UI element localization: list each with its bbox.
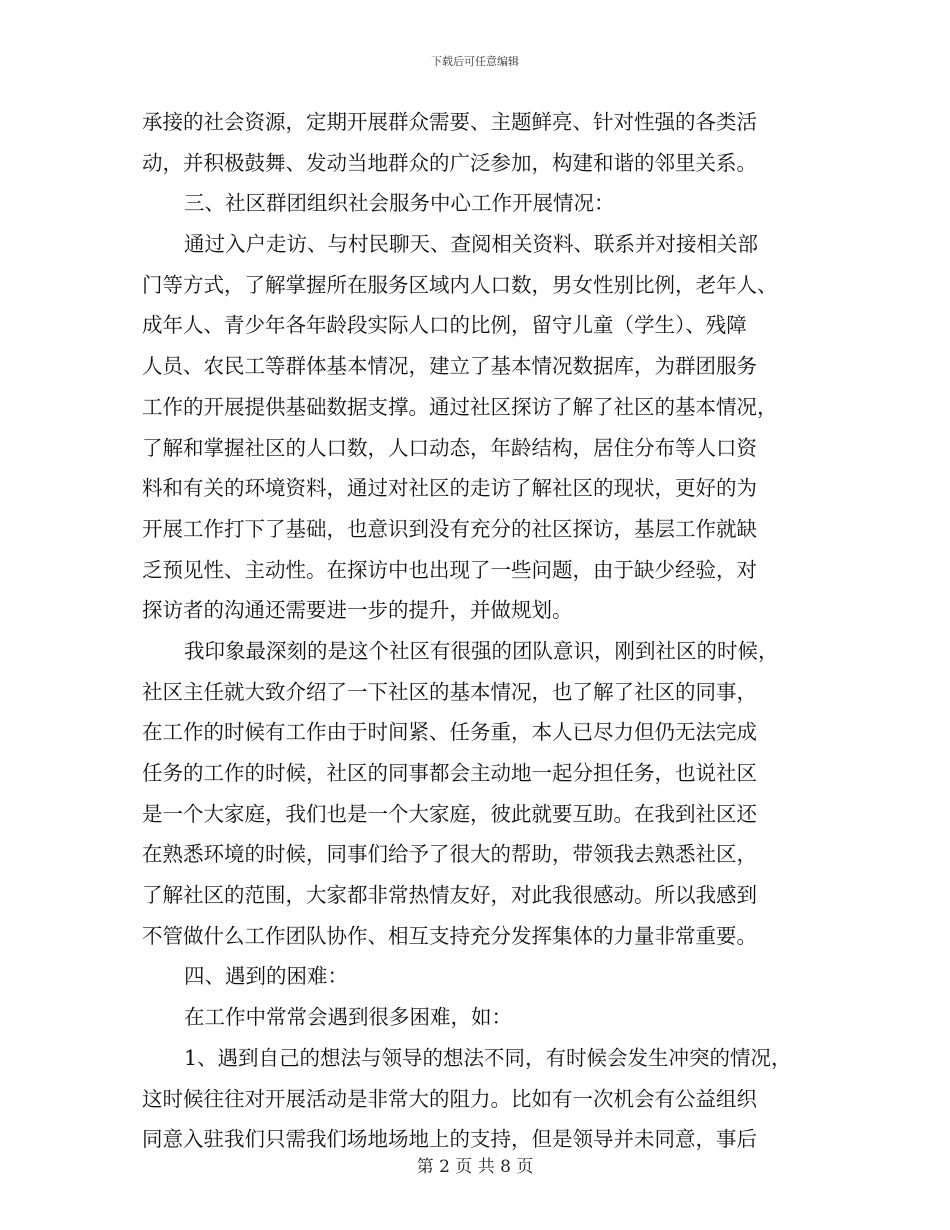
text-line: 乏预见性、主动性。在探访中也出现了一些问题，由于缺少经验，对 — [142, 557, 757, 582]
header-note: 下载后可任意编辑 — [431, 55, 519, 68]
page-number-footer: 第 2 页 共 8 页 — [416, 1157, 534, 1177]
text-line: 人员、农民工等群体基本情况，建立了基本情况数据库，为群团服务 — [142, 354, 757, 379]
text-line: 门等方式，了解掌握所在服务区域内人口数，男女性别比例，老年人、 — [142, 272, 778, 297]
paragraph-start: 通过入户走访、与村民聊天、查阅相关资料、联系并对接相关部 — [184, 232, 758, 257]
text-line: 了解和掌握社区的人口数，人口动态，年龄结构，居住分布等人口资 — [142, 435, 757, 460]
text-line: 同意入驻我们只需我们场地场地上的支持，但是领导并未同意，事后 — [142, 1127, 757, 1152]
document-body — [142, 102, 810, 1160]
paragraph-start: 1、遇到自己的想法与领导的想法不同，有时候会发生冲突的情况， — [184, 1045, 792, 1070]
text-line: 探访者的沟通还需要进一步的提升，并做规划。 — [142, 598, 573, 623]
text-line: 了解社区的范围，大家都非常热情友好，对此我很感动。所以我感到 — [142, 883, 757, 908]
text-line: 这时候往往对开展活动是非常大的阻力。比如有一次机会有公益组织 — [142, 1086, 757, 1111]
text-line: 不管做什么工作团队协作、相互支持充分发挥集体的力量非常重要。 — [142, 923, 757, 948]
paragraph-start: 我印象最深刻的是这个社区有很强的团队意识，刚到社区的时候， — [184, 638, 779, 663]
text-line: 在熟悉环境的时候，同事们给予了很大的帮助，带领我去熟悉社区， — [142, 842, 757, 867]
text-line: 是一个大家庭，我们也是一个大家庭，彼此就要互助。在我到社区还 — [142, 801, 757, 826]
text-line: 在工作的时候有工作由于时间紧、任务重，本人已尽力但仍无法完成 — [142, 720, 757, 745]
section-heading: 三、社区群团组织社会服务中心工作开展情况： — [184, 191, 615, 216]
text-line: 开展工作打下了基础，也意识到没有充分的社区探访，基层工作就缺 — [142, 516, 757, 541]
paragraph-start: 在工作中常常会遇到很多困难，如： — [184, 1005, 512, 1030]
text-line: 任务的工作的时候，社区的同事都会主动地一起分担任务，也说社区 — [142, 761, 757, 785]
text-line: 料和有关的环境资料，通过对社区的走访了解社区的现状，更好的为 — [142, 476, 757, 501]
text-line: 成年人、青少年各年龄段实际人口的比例，留守儿童（学生）、残障 — [142, 313, 747, 338]
text-line: 工作的开展提供基础数据支撑。通过社区探访了解了社区的基本情况， — [142, 394, 778, 419]
text-line: 承接的社会资源，定期开展群众需要、主题鲜亮、针对性强的各类活 — [142, 110, 757, 134]
text-line: 动，并积极鼓舞、发动当地群众的广泛参加，构建和谐的邻里关系。 — [142, 150, 757, 175]
text-line: 社区主任就大致介绍了一下社区的基本情况，也了解了社区的同事， — [142, 679, 757, 704]
section-heading: 四、遇到的困难： — [184, 964, 348, 989]
